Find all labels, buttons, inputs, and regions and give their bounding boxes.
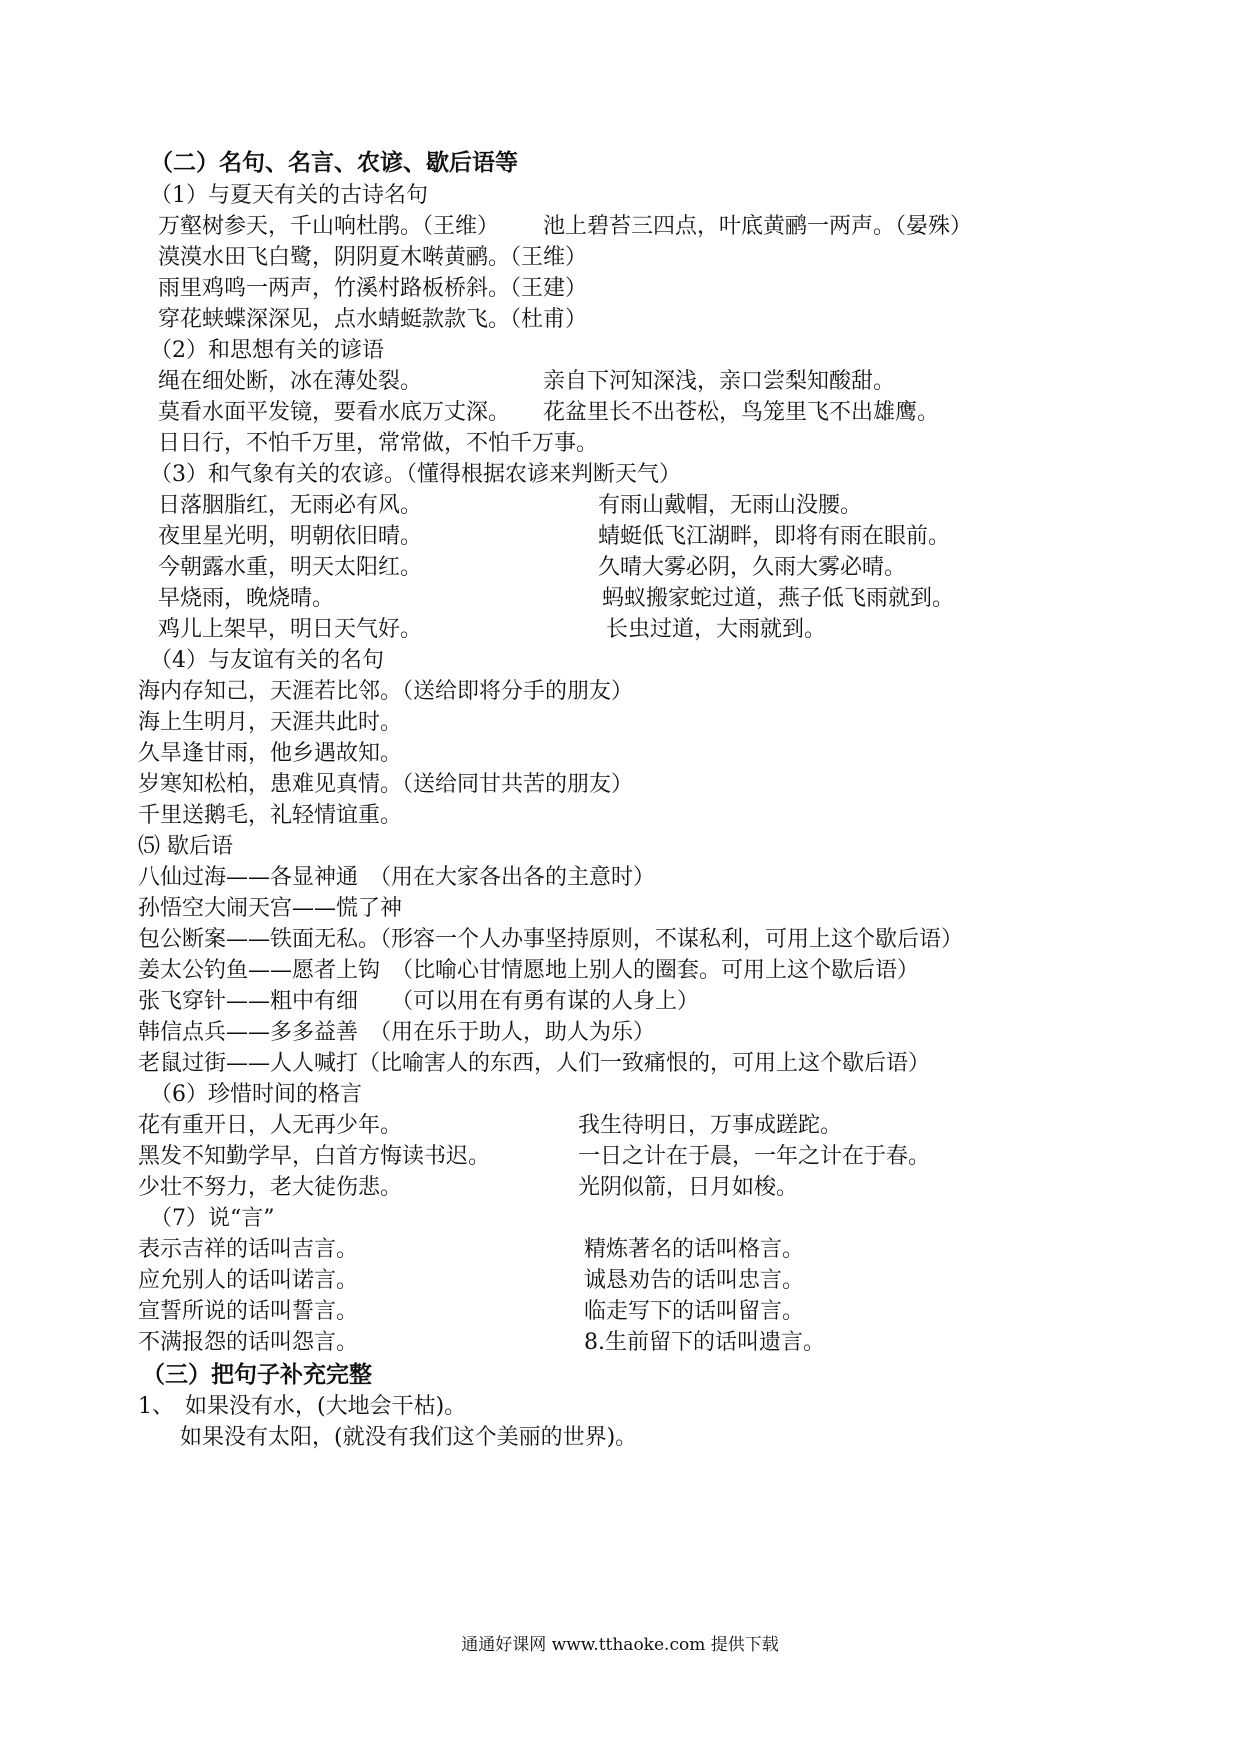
subsection-title: ⑸ 歇后语 — [138, 834, 233, 859]
exercise-line: 1、 如果没有水，(大地会干枯)。 — [138, 1394, 467, 1419]
subsection-title: （6）珍惜时间的格言 — [150, 1082, 362, 1107]
motto-line: 黑发不知勤学早，白首方悔读书迟。 — [138, 1144, 491, 1169]
motto-line: 少壮不努力，老大徒伤悲。 — [138, 1175, 403, 1200]
proverb-line: 花盆里长不出苍松，鸟笼里飞不出雄鹰。 — [543, 400, 940, 425]
yan-line: 宣誓所说的话叫誓言。 — [138, 1299, 359, 1324]
yan-line: 诚恳劝告的话叫忠言。 — [584, 1268, 805, 1293]
xiehouyu-line: 姜太公钓鱼——愿者上钩 （比喻心甘情愿地上别人的圈套。可用上这个歇后语） — [138, 958, 920, 983]
poem-line: 雨里鸡鸣一两声，竹溪村路板桥斜。（王建） — [158, 276, 588, 301]
weather-proverb: 蚂蚁搬家蛇过道，燕子低飞雨就到。 — [602, 586, 955, 611]
friendship-line: 海内存知己，天涯若比邻。（送给即将分手的朋友） — [138, 679, 634, 704]
exercise-line: 如果没有太阳，(就没有我们这个美丽的世界)。 — [180, 1425, 638, 1450]
friendship-line: 久旱逢甘雨，他乡遇故知。 — [138, 741, 403, 766]
yan-line: 表示吉祥的话叫吉言。 — [138, 1237, 359, 1262]
yan-line: 应允别人的话叫诺言。 — [138, 1268, 359, 1293]
yan-line: 精炼著名的话叫格言。 — [584, 1237, 805, 1262]
poem-line: 池上碧苔三四点，叶底黄鹂一两声。（晏殊） — [543, 214, 973, 239]
poem-line: 穿花蛱蝶深深见，点水蜻蜓款款飞。（杜甫） — [158, 307, 588, 332]
weather-proverb: 鸡儿上架早，明日天气好。 — [158, 617, 423, 642]
subsection-title: （1）与夏天有关的古诗名句 — [150, 183, 428, 208]
weather-proverb: 早烧雨，晚烧晴。 — [158, 586, 335, 611]
xiehouyu-line: 韩信点兵——多多益善 （用在乐于助人，助人为乐） — [138, 1020, 656, 1045]
xiehouyu-line: 八仙过海——各显神通 （用在大家各出各的主意时） — [138, 865, 656, 890]
poem-line: 万壑树参天，千山响杜鹃。（王维） — [158, 214, 500, 239]
xiehouyu-line: 张飞穿针——粗中有细 （可以用在有勇有谋的人身上） — [138, 989, 700, 1014]
subsection-title: （3）和气象有关的农谚。（懂得根据农谚来判断天气） — [150, 462, 681, 487]
subsection-title: （4）与友谊有关的名句 — [150, 648, 384, 673]
friendship-line: 岁寒知松柏，患难见真情。（送给同甘共苦的朋友） — [138, 772, 634, 797]
section-heading: （三）把句子补充完整 — [142, 1361, 372, 1388]
weather-proverb: 今朝露水重，明天太阳红。 — [158, 555, 423, 580]
yan-line: 8.生前留下的话叫遗言。 — [584, 1330, 825, 1355]
weather-proverb: 蜻蜓低飞江湖畔，即将有雨在眼前。 — [598, 524, 951, 549]
motto-line: 光阴似箭，日月如梭。 — [578, 1175, 799, 1200]
weather-proverb: 夜里星光明，明朝依旧晴。 — [158, 524, 423, 549]
proverb-line: 莫看水面平发镜，要看水底万丈深。 — [158, 400, 511, 425]
section-heading: （二）名句、名言、农谚、歇后语等 — [150, 149, 518, 176]
subsection-title: （2）和思想有关的谚语 — [150, 338, 384, 363]
friendship-line: 千里送鹅毛，礼轻情谊重。 — [138, 803, 403, 828]
yan-line: 临走写下的话叫留言。 — [584, 1299, 805, 1324]
proverb-line: 绳在细处断，冰在薄处裂。 — [158, 369, 423, 394]
weather-proverb: 久晴大雾必阴，久雨大雾必晴。 — [598, 555, 907, 580]
motto-line: 花有重开日，人无再少年。 — [138, 1113, 403, 1138]
friendship-line: 海上生明月，天涯共此时。 — [138, 710, 403, 735]
yan-line: 不满报怨的话叫怨言。 — [138, 1330, 359, 1355]
xiehouyu-line: 老鼠过街——人人喊打（比喻害人的东西，人们一致痛恨的，可用上这个歇后语） — [138, 1051, 931, 1076]
weather-proverb: 日落胭脂红，无雨必有风。 — [158, 493, 423, 518]
footer-credit: 通通好课网 www.tthaoke.com 提供下载 — [461, 1635, 779, 1655]
proverb-line: 亲自下河知深浅，亲口尝梨知酸甜。 — [543, 369, 896, 394]
xiehouyu-line: 孙悟空大闹天宫——慌了神 — [138, 896, 403, 921]
weather-proverb: 长虫过道，大雨就到。 — [606, 617, 827, 642]
motto-line: 我生待明日，万事成蹉跎。 — [578, 1113, 843, 1138]
poem-line: 漠漠水田飞白鹭，阴阴夏木啭黄鹂。（王维） — [158, 245, 588, 270]
motto-line: 一日之计在于晨，一年之计在于春。 — [578, 1144, 931, 1169]
subsection-title: （7）说“言” — [150, 1206, 275, 1231]
weather-proverb: 有雨山戴帽，无雨山没腰。 — [598, 493, 863, 518]
xiehouyu-line: 包公断案——铁面无私。（形容一个人办事坚持原则，不谋私利，可用上这个歇后语） — [138, 927, 964, 952]
proverb-line: 日日行，不怕千万里，常常做，不怕千万事。 — [158, 431, 599, 456]
